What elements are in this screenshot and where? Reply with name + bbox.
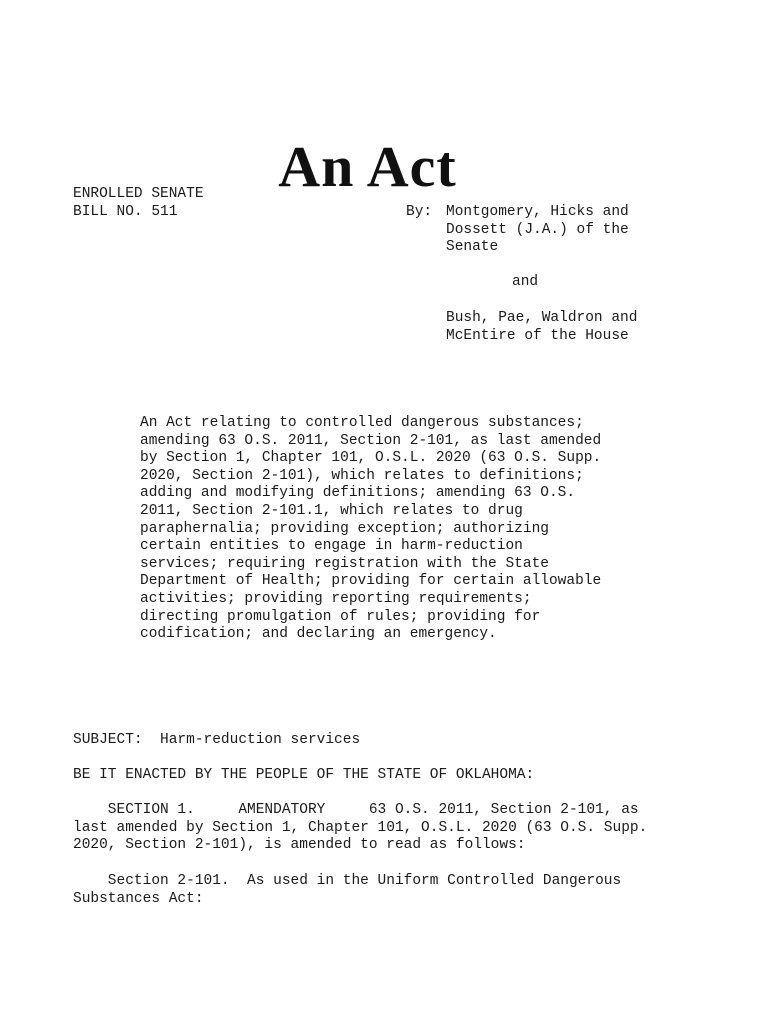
- section-1-paragraph: [73, 802, 647, 855]
- section-2-101-line: Section 2-101. As used in the Uniform Controlled Dangerous: [73, 873, 622, 889]
- document-title: An Act: [278, 133, 457, 199]
- summary-line: by Section 1, Chapter 101, O.S.L. 2020 (63 O.S. Supp.: [140, 450, 602, 467]
- house-sponsor-line: McEntire of the House: [446, 327, 629, 344]
- summary-line: 2020, Section 2-101), which relates to definitions;: [140, 467, 584, 484]
- summary-line: directing promulgation of rules; providing for: [140, 608, 541, 625]
- summary-line: adding and modifying definitions; amending 63 O.S.: [140, 485, 576, 502]
- summary-line: 2011, Section 2-101.1, which relates to drug: [140, 502, 523, 519]
- subject-line: SUBJECT: Harm-reduction services: [73, 732, 361, 748]
- summary-line: An Act relating to controlled dangerous substances;: [140, 415, 584, 431]
- senate-sponsor-line: Dossett (J.A.) of the: [446, 221, 629, 238]
- by-label: By:: [406, 204, 433, 220]
- summary-line: certain entities to engage in harm-reduction: [140, 538, 523, 555]
- summary-line: amending 63 O.S. 2011, Section 2-101, as last amended: [140, 432, 602, 449]
- summary-line: services; requiring registration with the State: [140, 555, 549, 572]
- summary-line: activities; providing reporting requirements;: [140, 590, 532, 607]
- section-2-101-line: Substances Act:: [73, 890, 204, 907]
- section-1-line: last amended by Section 1, Chapter 101, O.S.L. 2020 (63 O.S. Supp.: [73, 819, 648, 836]
- summary-line: Department of Health; providing for certain allowable: [140, 573, 602, 590]
- bill-number: BILL NO. 511: [73, 204, 178, 220]
- summary-line: codification; and declaring an emergency.: [140, 626, 497, 643]
- senate-sponsor-line: Senate: [446, 239, 499, 256]
- act-summary: [140, 415, 601, 644]
- enrolled-senate-label: ENROLLED SENATE: [73, 186, 204, 202]
- section-1-line: 2020, Section 2-101), is amended to read as follows:: [73, 837, 526, 854]
- house-sponsor-line: Bush, Pae, Waldron and: [446, 310, 638, 326]
- enacting-clause: BE IT ENACTED BY THE PEOPLE OF THE STATE OF OKLAHOMA:: [73, 767, 535, 783]
- senate-sponsors: [446, 204, 629, 257]
- house-sponsors: [446, 310, 637, 345]
- summary-line: paraphernalia; providing exception; authorizing: [140, 520, 549, 537]
- section-2-101-paragraph: [73, 873, 621, 908]
- senate-sponsor-line: Montgomery, Hicks and: [446, 204, 629, 220]
- section-1-line: SECTION 1. AMENDATORY 63 O.S. 2011, Section 2-101, as: [73, 802, 639, 818]
- and-conjunction: and: [512, 274, 539, 290]
